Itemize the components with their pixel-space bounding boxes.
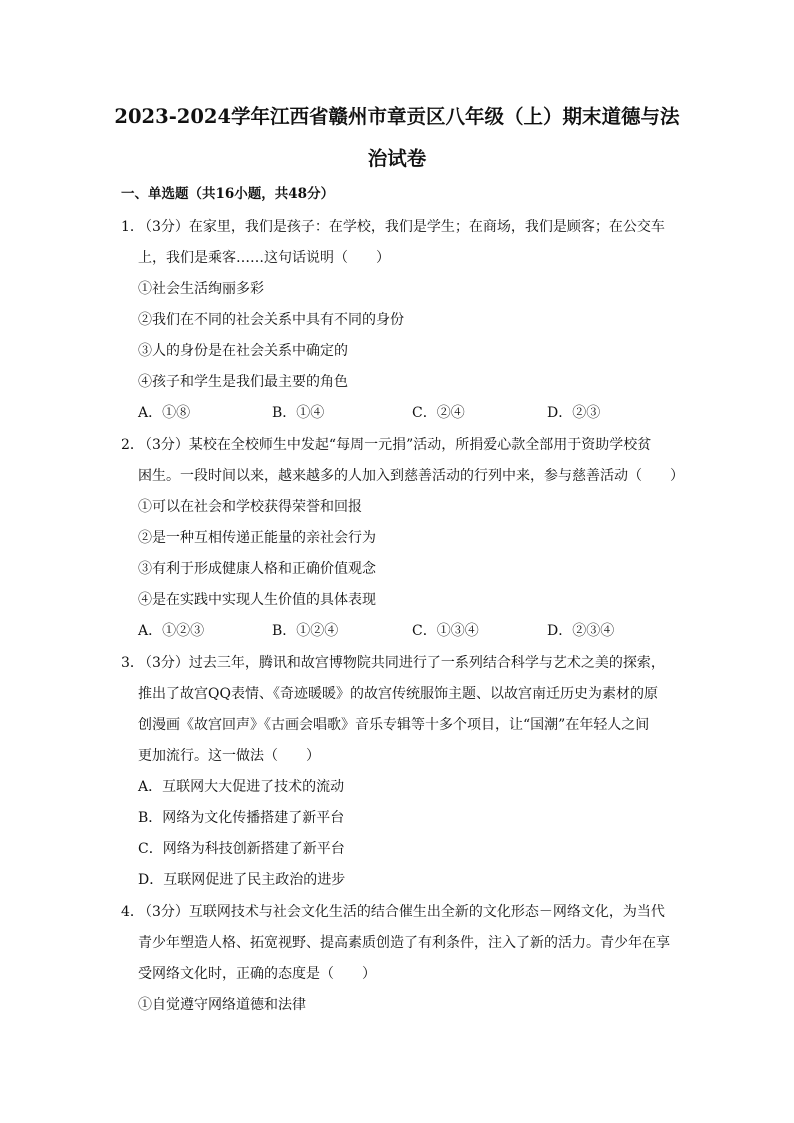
question-2-stem-line: 困生。一段时间以来，越来越多的人加入到慈善活动的行列中来，参与慈善活动（ ） <box>138 468 684 484</box>
question-1-stem-line: （3分）在家里，我们是孩子：在学校，我们是学生；在商场，我们是顾客；在公交车 <box>138 219 665 235</box>
question-4-stem-line: （3分）互联网技术与社会文化生活的结合催生出全新的文化形态－网络文化，为当代 <box>138 904 665 920</box>
question-1-option-b: B．①④ <box>272 405 325 421</box>
question-2-statement: ①可以在社会和学校获得荣誉和回报 <box>138 499 362 515</box>
question-2-number: 2． <box>121 437 144 453</box>
question-3-stem-line: 创漫画《故宫回声》《古画会唱歌》音乐专辑等十多个项目，让“国潮”在年轻人之间 <box>138 717 650 733</box>
question-1-statement: ①社会生活绚丽多彩 <box>138 281 264 297</box>
question-1-option-a: A．①⑧ <box>138 405 191 421</box>
question-3-number: 3． <box>121 655 144 671</box>
question-4-stem-line: 受网络文化时，正确的态度是（ ） <box>138 966 376 982</box>
question-3-stem-line: 更加流行。这一做法（ ） <box>138 748 320 764</box>
question-4-stem-line: 青少年塑造人格、拓宽视野、提高素质创造了有利条件，注入了新的活力。青少年在享 <box>138 935 670 951</box>
question-1-statement: ④孩子和学生是我们最主要的角色 <box>138 374 348 390</box>
question-1-option-d: D．②③ <box>547 405 601 421</box>
question-3-option-b: B．网络为文化传播搭建了新平台 <box>138 810 345 826</box>
question-1-stem-line: 上，我们是乘客……这句话说明（ ） <box>138 250 390 266</box>
exam-title-line-2: 治试卷 <box>367 147 427 170</box>
question-1-statement: ②我们在不同的社会关系中具有不同的身份 <box>138 312 404 328</box>
question-2-option-c: C．①③④ <box>412 623 479 639</box>
question-4-number: 4． <box>121 904 144 920</box>
question-2-statement: ②是一种互相传递正能量的亲社会行为 <box>138 530 376 546</box>
question-3-option-a: A．互联网大大促进了技术的流动 <box>138 779 345 795</box>
question-2-option-b: B．①②④ <box>272 623 339 639</box>
question-1-number: 1． <box>121 219 144 235</box>
question-3-stem-line: 推出了故宫QQ表情、《奇迹暖暖》的故宫传统服饰主题、以故宫南迁历史为素材的原 <box>138 686 658 702</box>
section-heading: 一、单选题（共16小题，共48分） <box>121 186 335 202</box>
question-3-stem-line: （3分）过去三年，腾讯和故宫博物院共同进行了一系列结合科学与艺术之美的探索， <box>138 655 665 671</box>
question-3-option-c: C．网络为科技创新搭建了新平台 <box>138 841 345 857</box>
question-2-statement: ④是在实践中实现人生价值的具体表现 <box>138 592 376 608</box>
question-1-option-c: C．②④ <box>412 405 465 421</box>
exam-title-line-1: 2023-2024学年江西省赣州市章贡区八年级（上）期末道德与法 <box>114 105 680 128</box>
question-2-statement: ③有利于形成健康人格和正确价值观念 <box>138 561 376 577</box>
question-3-option-d: D．互联网促进了民主政治的进步 <box>138 872 346 888</box>
question-4-statement: ①自觉遵守网络道德和法律 <box>138 997 306 1013</box>
question-2-option-a: A．①②③ <box>138 623 205 639</box>
question-2-option-d: D．②③④ <box>547 623 615 639</box>
question-2-stem-line: （3分）某校在全校师生中发起“每周一元捐”活动，所捐爱心款全部用于资助学校贫 <box>138 437 652 453</box>
question-1-statement: ③人的身份是在社会关系中确定的 <box>138 343 348 359</box>
